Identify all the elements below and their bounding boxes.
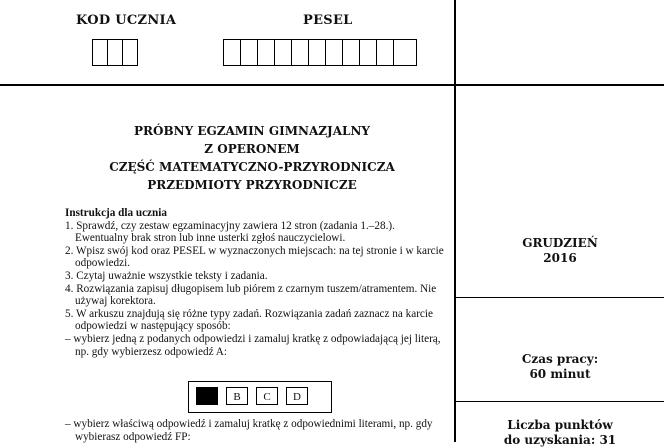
pesel-cell[interactable] — [343, 40, 360, 65]
sidebar-divider — [456, 297, 664, 298]
example-answer-boxes — [196, 387, 308, 405]
exam-title-line: PRÓBNY EGZAMIN GIMNAZJALNY — [134, 124, 370, 138]
exam-title-line: CZĘŚĆ MATEMATYCZNO-PRZYRODNICZA — [109, 160, 395, 174]
time-value: 60 minut — [529, 367, 591, 381]
pesel-cell[interactable] — [360, 40, 377, 65]
points-label: Liczba punktów — [507, 418, 613, 432]
instruction-item: 5. W arkuszu znajdują się różne typy zadań. Rozwiązania zadań zaznacz na karcie odpowiedzi w następujący sposób: — [65, 307, 433, 333]
exam-year: 2016 — [543, 251, 577, 265]
pesel-cell[interactable] — [309, 40, 326, 65]
exam-time — [456, 352, 664, 382]
student-code-field[interactable] — [92, 39, 138, 66]
pesel-cell[interactable] — [258, 40, 275, 65]
sidebar-divider — [456, 401, 664, 402]
exam-title — [52, 122, 452, 194]
instruction-item: 4. Rozwiązania zapisuj długopisem lub piórem z czarnym tuszem/atramentem. Nie używaj korektora. — [65, 282, 437, 308]
student-code-cell[interactable] — [123, 40, 137, 65]
student-code-cell[interactable] — [108, 40, 123, 65]
instruction-item: 3. Czytaj uważnie wszystkie teksty i zadania. — [65, 269, 268, 282]
instructions — [65, 207, 450, 358]
header-divider — [0, 84, 664, 86]
instruction-sub-item: – wybierz właściwą odpowiedź i zamaluj kratkę z odpowiednimi literami, np. gdy wybierasz odpowiedź FP: — [65, 418, 433, 443]
example-answer-option: D — [286, 387, 308, 405]
exam-month: GRUDZIEŃ — [522, 236, 598, 250]
time-label: Czas pracy: — [521, 352, 599, 366]
example-answer-option: A — [196, 387, 218, 405]
student-code-cell[interactable] — [93, 40, 108, 65]
exam-title-line: Z OPERONEM — [204, 142, 300, 156]
pesel-cell[interactable] — [292, 40, 309, 65]
exam-date — [456, 236, 664, 266]
instruction-item: 2. Wpisz swój kod oraz PESEL w wyznaczonych miejscach: na tej stronie i w karcie odpowiedzi. — [65, 244, 444, 270]
pesel-label: PESEL — [303, 13, 353, 28]
exam-title-line: PRZEDMIOTY PRZYRODNICZE — [147, 178, 357, 192]
pesel-cell[interactable] — [241, 40, 258, 65]
pesel-cell[interactable] — [394, 40, 410, 65]
student-code-label: KOD UCZNIA — [76, 13, 177, 28]
pesel-field[interactable] — [223, 39, 417, 66]
points-value: do uzyskania: 31 — [503, 433, 617, 447]
example-answer-option: C — [256, 387, 278, 405]
instruction-item: 1. Sprawdź, czy zestaw egzaminacyjny zawiera 12 stron (zadania 1.–28.). Ewentualny brak stron lub inne usterki zgłoś nauczycielowi. — [65, 219, 395, 245]
instructions-heading: Instrukcja dla ucznia — [65, 207, 167, 219]
example-answer-option: B — [226, 387, 248, 405]
pesel-cell[interactable] — [377, 40, 394, 65]
max-points — [456, 418, 664, 448]
instructions-continued — [65, 418, 450, 443]
instruction-sub-item: – wybierz jedną z podanych odpowiedzi i zamaluj kratkę z odpowiadającą jej literą, np. gdy wybierzesz odpowiedź A: — [65, 332, 441, 358]
pesel-cell[interactable] — [224, 40, 241, 65]
pesel-cell[interactable] — [326, 40, 343, 65]
pesel-cell[interactable] — [275, 40, 292, 65]
